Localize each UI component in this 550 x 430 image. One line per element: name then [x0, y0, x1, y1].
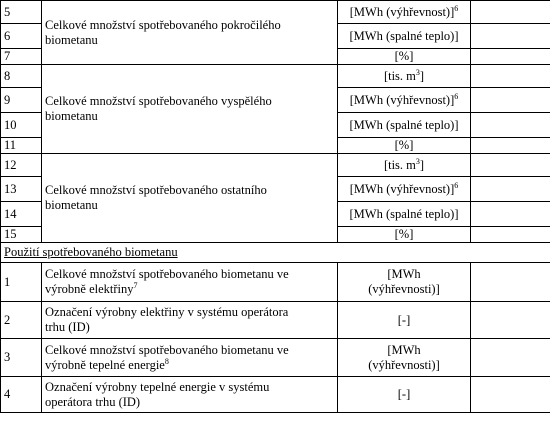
row-description: [42, 377, 338, 413]
row-number: 15: [1, 227, 42, 243]
desc-line: biometanu: [45, 198, 98, 212]
footnote-ref: 3: [415, 156, 420, 166]
section-header: [1, 243, 550, 263]
desc-line: výrobně tepelné energie$^8$: [45, 356, 169, 372]
table-row: [1, 302, 550, 339]
unit-cell: [MWh (výhřevnosti)]: [338, 263, 471, 302]
unit-cell: [tis. $m^3$]: [338, 65, 471, 88]
desc-line: biometanu: [45, 109, 98, 123]
desc-line: biometanu: [45, 32, 98, 47]
footnote-ref: 7: [133, 280, 138, 290]
desc-line: Celkové množství spotřebovaného biometanu ve: [45, 342, 289, 357]
row-number: 14: [1, 202, 42, 227]
value-cell[interactable]: [471, 154, 550, 177]
desc-line: Označení výrobny elektřiny v systému operátora: [45, 305, 289, 319]
value-cell[interactable]: [471, 138, 550, 154]
footnote-ref: 6: [454, 180, 459, 190]
row-description: [42, 339, 338, 377]
unit-cell: [MWh (spalné teplo)]: [338, 113, 471, 138]
value-cell[interactable]: [471, 377, 550, 413]
unit-cell: [MWh (výhřevnost)]$^6$: [338, 177, 471, 202]
value-cell[interactable]: [471, 49, 550, 65]
unit-cell: [%]: [338, 49, 471, 65]
row-description: [42, 154, 338, 243]
row-number: 11: [1, 138, 42, 154]
row-description: [42, 302, 338, 339]
row-number: 12: [1, 154, 42, 177]
desc-line: výrobně elektřiny$^7$: [45, 280, 138, 296]
table-row: [1, 154, 550, 177]
row-number: 7: [1, 49, 42, 65]
unit-cell: [tis. $m^3$]: [338, 154, 471, 177]
table-row: [1, 243, 550, 263]
desc-line: Celkové množství spotřebovaného biometanu ve: [45, 267, 289, 281]
unit-cell: [MWh (výhřevnost)]$^6$: [338, 1, 471, 24]
footnote-ref: 6: [454, 91, 459, 101]
section-title: Použití spotřebovaného biometanu: [4, 245, 178, 259]
row-number: 5: [1, 1, 42, 24]
desc-line: Celkové množství spotřebovaného ostatního: [45, 183, 267, 197]
unit-cell: [-]: [338, 377, 471, 413]
table-row: [1, 65, 550, 88]
value-cell[interactable]: [471, 1, 550, 24]
row-description: [42, 65, 338, 154]
unit-cell: [%]: [338, 138, 471, 154]
value-cell[interactable]: [471, 177, 550, 202]
table-row: [1, 339, 550, 377]
row-description: [42, 1, 338, 65]
footnote-ref: 3: [415, 67, 420, 77]
unit-cell: [MWh (spalné teplo)]: [338, 24, 471, 49]
table-row: [1, 263, 550, 302]
unit-cell: [MWh (výhřevnosti)]: [338, 339, 471, 377]
value-cell[interactable]: [471, 88, 550, 113]
row-number: 2: [1, 302, 42, 339]
value-cell[interactable]: [471, 227, 550, 243]
footnote-ref: 8: [164, 356, 169, 366]
row-number: 1: [1, 263, 42, 302]
value-cell[interactable]: [471, 202, 550, 227]
desc-line: Označení výrobny tepelné energie v systému: [45, 379, 270, 394]
row-number: 4: [1, 377, 42, 413]
value-cell[interactable]: [471, 263, 550, 302]
row-number: 13: [1, 177, 42, 202]
row-number: 8: [1, 65, 42, 88]
desc-line: Celkové množství spotřebovaného vyspělého: [45, 94, 272, 108]
row-number: 3: [1, 339, 42, 377]
row-description: [42, 263, 338, 302]
value-cell[interactable]: [471, 113, 550, 138]
table-row: [1, 377, 550, 413]
unit-cell: [MWh (výhřevnost)]$^6$: [338, 88, 471, 113]
row-number: 9: [1, 88, 42, 113]
desc-line: operátora trhu (ID): [45, 394, 141, 409]
value-cell[interactable]: [471, 24, 550, 49]
desc-line: Celkové množství spotřebovaného pokročilého: [45, 17, 281, 32]
footnote-ref: 6: [454, 3, 459, 13]
value-cell[interactable]: [471, 339, 550, 377]
row-number: 6: [1, 24, 42, 49]
value-cell[interactable]: [471, 65, 550, 88]
unit-cell: [%]: [338, 227, 471, 243]
row-number: 10: [1, 113, 42, 138]
unit-cell: [-]: [338, 302, 471, 339]
unit-cell: [MWh (spalné teplo)]: [338, 202, 471, 227]
table-row: [1, 1, 550, 24]
value-cell[interactable]: [471, 302, 550, 339]
desc-line: trhu (ID): [45, 320, 90, 334]
